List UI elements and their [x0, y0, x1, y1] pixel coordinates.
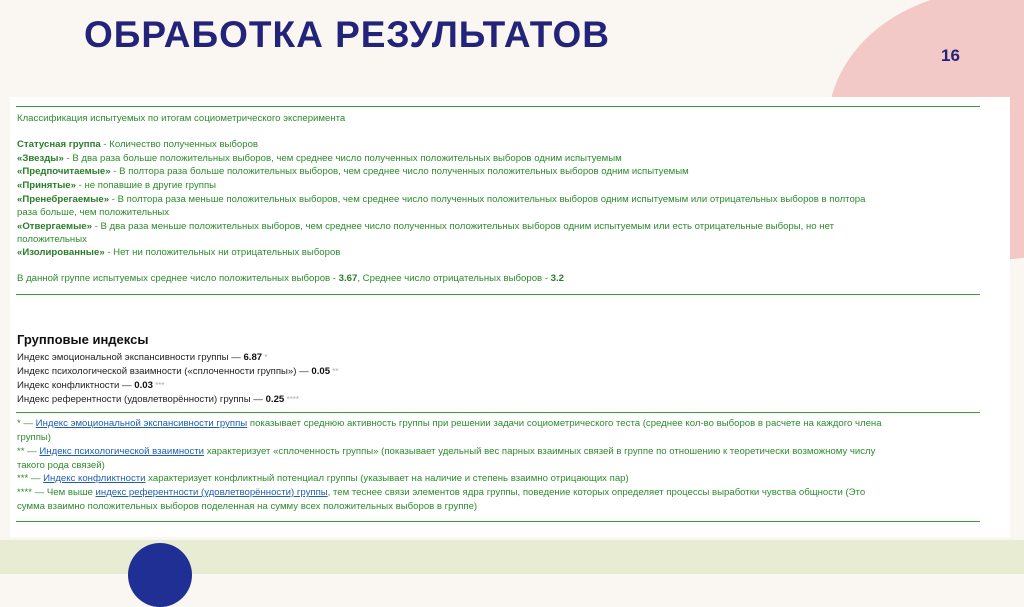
- desc: - В два раза больше положительных выборов, чем среднее число полученных положительных выборов одним испытуемым: [63, 153, 622, 164]
- term: «Пренебрегаемые»: [17, 194, 110, 205]
- term: «Предпочитаемые»: [17, 166, 111, 177]
- rejected-line: [17, 220, 834, 234]
- index-value: 0.05: [311, 366, 331, 377]
- footnote-text: характеризует «сплоченность группы» (показывает удельный вес парных взаимных связей в группе по отношению к теоретически возможному числу: [204, 446, 876, 457]
- divider: [16, 521, 980, 522]
- footnote-link[interactable]: Индекс психологической взаимности: [39, 446, 205, 457]
- footnote-prefix: * —: [17, 418, 36, 429]
- index-label: Индекс эмоциональной экспансивности группы —: [17, 352, 244, 363]
- footnote-3: [17, 472, 629, 486]
- index-mark: ****: [284, 395, 299, 404]
- summary-mid: , Среднее число отрицательных выборов -: [357, 273, 551, 284]
- term: «Отвергаемые»: [17, 221, 92, 232]
- footnote-prefix: ** —: [17, 446, 40, 457]
- footnote-link[interactable]: индекс референтности (удовлетворённости) группы: [95, 487, 328, 498]
- term: «Звезды»: [17, 153, 64, 164]
- desc: - Количество полученных выборов: [100, 139, 259, 150]
- divider: [16, 412, 980, 413]
- accepted-line: [17, 179, 216, 193]
- footnote-2: [17, 445, 875, 459]
- desc: - Нет ни положительных ни отрицательных выборов: [104, 247, 341, 258]
- term: «Изолированные»: [17, 247, 105, 258]
- preferred-line: [17, 165, 689, 179]
- summary-prefix: В данной группе испытуемых среднее число положительных выборов -: [17, 273, 339, 284]
- divider: [16, 106, 980, 107]
- divider: [16, 294, 980, 295]
- classification-heading: Классификация испытуемых по итогам социометрического эксперимента: [17, 113, 346, 124]
- footnote-link[interactable]: Индекс эмоциональной экспансивности группы: [35, 418, 248, 429]
- footnote-text: характеризует конфликтный потенциал группы (указывает на наличие и степень взаимно отрицающих пар): [145, 473, 629, 484]
- footnote-link[interactable]: Индекс конфликтности: [43, 473, 146, 484]
- slide-title: ОБРАБОТКА РЕЗУЛЬТАТОВ: [84, 14, 610, 55]
- term: «Принятые»: [17, 180, 76, 191]
- decorative-circle: [128, 543, 192, 607]
- summary-negative: 3.2: [550, 273, 565, 284]
- desc: - В полтора раза больше положительных выборов, чем среднее число полученных положительных выборов одним испытуемым: [110, 166, 689, 177]
- status-group-line: [17, 138, 258, 152]
- footnote-1-line-2: группы): [17, 432, 52, 443]
- index-row: [17, 379, 165, 393]
- term: Статусная группа: [17, 139, 101, 150]
- index-row: [17, 365, 339, 379]
- page-number: 16: [941, 46, 960, 65]
- isolated-line: [17, 246, 340, 260]
- summary-line: [17, 272, 564, 286]
- content-panel: [10, 97, 1010, 537]
- footnote-4-line-2: сумма взаимно положительных выборов поделенная на сумму всех положительных выборов в группе): [17, 501, 478, 512]
- footnote-4: [17, 486, 865, 500]
- stars-line: [17, 152, 622, 166]
- desc: - не попавшие в другие группы: [75, 180, 217, 191]
- footnote-prefix: *** —: [17, 473, 44, 484]
- index-label: Индекс референтности (удовлетворённости) группы —: [17, 394, 266, 405]
- index-label: Индекс конфликтности —: [17, 380, 135, 391]
- footnote-text: показывает среднюю активность группы при решении задачи социометрического теста (среднее кол-во выборов в расчете на каждого члена: [247, 418, 882, 429]
- rejected-line-2: положительных: [17, 234, 87, 245]
- summary-positive: 3.67: [338, 273, 358, 284]
- index-mark: **: [330, 367, 339, 376]
- neglected-line: [17, 193, 865, 207]
- index-label: Индекс психологической взаимности («сплоченности группы») —: [17, 366, 312, 377]
- index-value: 0.25: [265, 394, 285, 405]
- footnote-text: , тем теснее связи элементов ядра группы, поведение которых определяет процессы выработки чувства общности (Это: [327, 487, 866, 498]
- neglected-line-2: раза больше, чем положительных: [17, 207, 170, 218]
- group-indices-heading: Групповые индексы: [17, 332, 149, 347]
- footnote-prefix: **** — Чем выше: [17, 487, 96, 498]
- footnote-2-line-2: такого рода связей): [17, 460, 105, 471]
- index-mark: ***: [152, 381, 165, 390]
- index-value: 6.87: [243, 352, 263, 363]
- footnote-1: [17, 417, 882, 431]
- desc: - В полтора раза меньше положительных выборов, чем среднее число полученных положительных выборов одним испытуемым или отрицательных выборов в полтора: [109, 194, 866, 205]
- index-row: [17, 393, 299, 407]
- index-row: [17, 351, 268, 365]
- index-mark: *: [262, 353, 268, 362]
- desc: - В два раза меньше положительных выборов, чем среднее число полученных положительных выборов одним испытуемым или есть отрицательные выборы, но нет: [91, 221, 834, 232]
- index-value: 0.03: [134, 380, 153, 391]
